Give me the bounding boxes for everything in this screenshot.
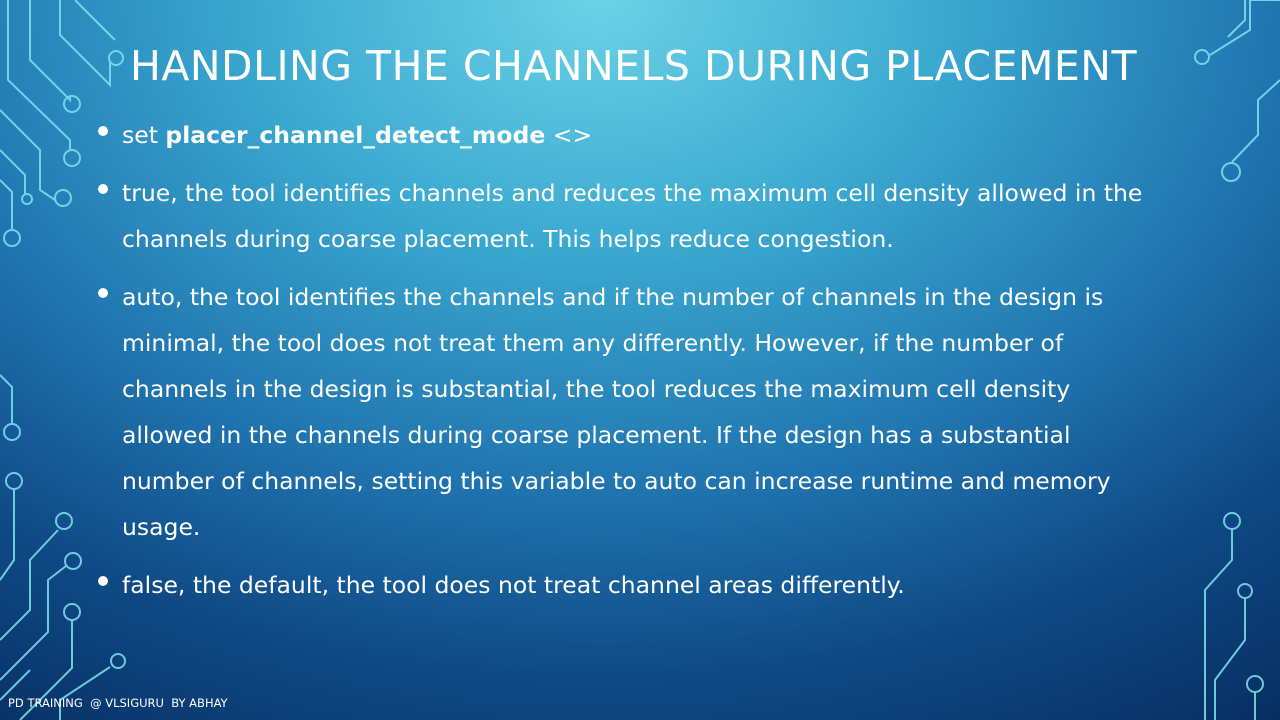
command-prefix: set	[122, 121, 166, 149]
bullet-list	[96, 112, 1156, 608]
bullet-text-false: false, the default, the tool does not treat channel areas differently.	[122, 571, 905, 599]
bullet-item-auto	[96, 274, 1156, 550]
command-variable-name: placer_channel_detect_mode	[165, 121, 546, 149]
slide-title: HANDLING THE CHANNELS DURING PLACEMENT	[130, 42, 1137, 90]
bullet-item-command	[96, 112, 1156, 158]
bullet-dot-icon	[98, 288, 108, 298]
bullet-item-false	[96, 562, 1156, 608]
bullet-dot-icon	[98, 576, 108, 586]
bullet-dot-icon	[98, 184, 108, 194]
bullet-text-auto: auto, the tool identifies the channels and if the number of channels in the design is minimal, the tool does not treat them any differently. However, if the number of channels in the design is substantial, the tool reduces the maximum cell density allowed in the channels during coarse placement. If the design has a substantial number of channels, setting this variable to auto can increase runtime and memory usage.	[122, 283, 1111, 541]
command-suffix: <>	[545, 121, 593, 149]
bullet-text-true: true, the tool identifies channels and reduces the maximum cell density allowed in the channels during coarse placement. This helps reduce congestion.	[122, 179, 1143, 253]
bullet-dot-icon	[98, 126, 108, 136]
slide-footer: PD TRAINING @ VLSIGURU BY ABHAY	[8, 696, 228, 710]
bullet-item-true	[96, 170, 1156, 262]
